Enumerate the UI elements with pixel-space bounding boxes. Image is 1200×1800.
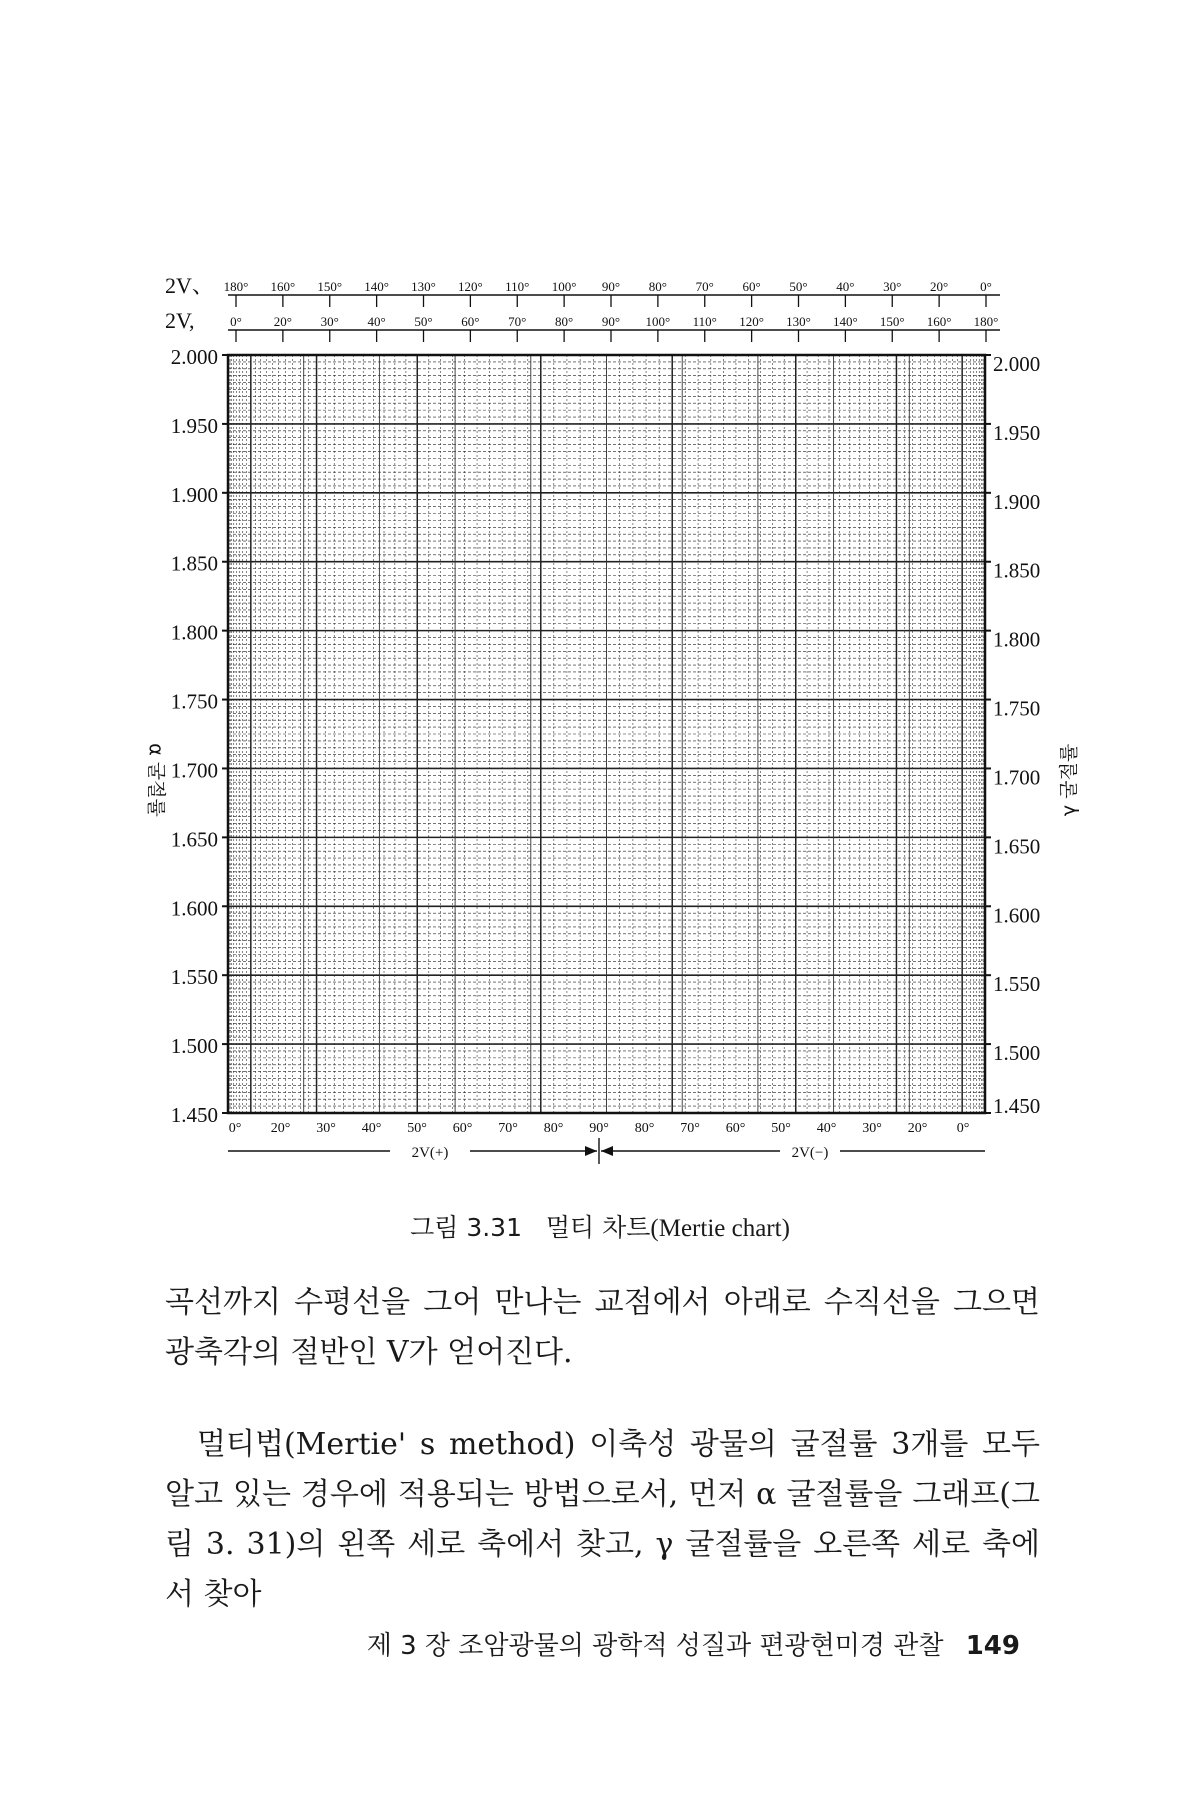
left-axis-tick-label: 1.850: [170, 551, 218, 576]
top-scale-tick-label: 130°: [786, 314, 811, 329]
top-scale-tick-label: 150°: [317, 279, 343, 294]
figure-caption: [0, 1208, 1200, 1244]
top-scale-tick-label: 30°: [883, 279, 902, 294]
caption-english: (Mertie chart): [650, 1215, 790, 1242]
top-scale-tick-label: 0°: [230, 314, 242, 329]
bottom-axis-tick-label: 30°: [862, 1121, 882, 1136]
bottom-axis-tick-label: 20°: [270, 1121, 291, 1136]
left-axis-title: α 굴절률: [145, 743, 167, 817]
bottom-axis-tick-label: 60°: [725, 1121, 746, 1136]
top-scale-tick-label: 180°: [973, 314, 999, 329]
top-scale-tick-label: 150°: [879, 314, 905, 329]
chart-top-scales: [165, 273, 1000, 342]
right-axis-tick-label: 1.800: [993, 627, 1041, 652]
top-scale-tick-label: 30°: [320, 314, 339, 329]
paragraph-2: 멀티법(Mertie' s method) 이축성 광물의 굴절률 3개를 모두 알고 있는 경우에 적용되는 방법으로서, 먼저 α 굴절률을 그래프(그림 3. 31)의 왼쪽 세로 축에서 찾고, γ 굴절률을 오른쪽 세로 축에서 찾아: [165, 1427, 1040, 1612]
top-scale-tick-label: 180°: [223, 279, 249, 294]
left-axis-tick-label: 1.500: [170, 1034, 218, 1059]
bottom-axis-tick-label: 50°: [771, 1121, 791, 1136]
bottom-axis-tick-label: 90°: [589, 1121, 609, 1136]
right-axis-tick-label: 1.500: [993, 1041, 1041, 1066]
left-axis-tick-label: 1.800: [170, 620, 218, 645]
left-axis-tick-label: 1.600: [170, 896, 218, 921]
bottom-axis-tick-label: 30°: [316, 1121, 336, 1136]
top-scale-row-label: 2V、: [165, 273, 214, 298]
top-scale-tick-label: 40°: [836, 279, 855, 294]
top-scale-tick-label: 140°: [833, 314, 858, 329]
top-scale-tick-label: 20°: [930, 279, 949, 294]
top-scale-tick-label: 20°: [273, 314, 292, 329]
top-scale-tick-label: 60°: [742, 279, 761, 294]
top-scale-tick-label: 110°: [505, 279, 530, 294]
right-axis-tick-label: 1.450: [993, 1094, 1041, 1118]
bottom-arrow-head-left: [601, 1146, 613, 1156]
right-axis-tick-label: 1.900: [993, 489, 1041, 514]
right-axis-tick-label: 1.950: [993, 420, 1041, 445]
bottom-axis-tick-label: 80°: [634, 1121, 655, 1136]
top-scale-tick-label: 70°: [695, 279, 714, 294]
chart-left-axis: [145, 345, 228, 1127]
bottom-axis-tick-label: 20°: [907, 1121, 928, 1136]
caption-number: 그림 3.31: [410, 1213, 522, 1242]
right-axis-title: γ 굴절률: [1058, 743, 1080, 817]
top-scale-tick-label: 130°: [411, 279, 436, 294]
top-scale-tick-label: 120°: [739, 314, 764, 329]
top-scale-tick-label: 40°: [367, 314, 386, 329]
top-scale-tick-label: 90°: [601, 314, 621, 329]
bottom-axis-tick-label: 40°: [361, 1121, 382, 1136]
right-axis-tick-label: 1.750: [993, 696, 1041, 721]
bottom-axis-tick-label: 70°: [680, 1121, 700, 1136]
top-scale-tick-label: 110°: [692, 314, 717, 329]
top-scale-row-label: 2V,: [165, 308, 195, 333]
right-axis-tick-label: 1.700: [993, 765, 1041, 790]
top-scale-tick-label: 140°: [364, 279, 389, 294]
page-footer: [0, 1625, 1020, 1662]
chart-right-axis: [985, 352, 1080, 1118]
bottom-axis-tick-label: 0°: [956, 1121, 970, 1136]
top-scale-tick-label: 70°: [508, 314, 527, 329]
top-scale-tick-label: 160°: [270, 279, 296, 294]
left-axis-tick-label: 1.900: [170, 482, 218, 507]
left-axis-tick-label: 1.650: [170, 827, 218, 852]
bottom-label-2v-plus: 2V(+): [411, 1145, 449, 1161]
right-axis-tick-label: 1.650: [993, 834, 1041, 859]
right-axis-tick-label: 1.850: [993, 558, 1041, 583]
bottom-axis-tick-label: 80°: [543, 1121, 564, 1136]
bottom-axis-tick-label: 60°: [452, 1121, 473, 1136]
top-scale-tick-label: 160°: [926, 314, 952, 329]
bottom-axis-tick-label: 50°: [407, 1121, 427, 1136]
top-scale-tick-label: 80°: [648, 279, 667, 294]
left-axis-tick-label: 1.550: [170, 965, 218, 990]
top-scale-tick-label: 100°: [645, 314, 671, 329]
top-scale-tick-label: 50°: [414, 314, 433, 329]
right-axis-tick-label: 2.000: [993, 352, 1041, 376]
bottom-label-2v-minus: 2V(−): [791, 1145, 829, 1161]
chart-bottom-axis: [228, 1121, 985, 1164]
top-scale-tick-label: 0°: [980, 279, 992, 294]
left-axis-tick-label: 1.450: [170, 1103, 218, 1127]
bottom-axis-tick-label: 0°: [228, 1121, 242, 1136]
top-scale-tick-label: 100°: [551, 279, 577, 294]
right-axis-tick-label: 1.600: [993, 903, 1041, 928]
bottom-arrow-head-right: [585, 1146, 597, 1156]
bottom-axis-tick-label: 40°: [816, 1121, 837, 1136]
footer-chapter: 제 3 장 조암광물의 광학적 성질과 편광현미경 관찰: [366, 1631, 944, 1661]
chart-grid: [228, 355, 985, 1113]
top-scale-tick-label: 90°: [601, 279, 621, 294]
caption-title: 멀티 차트: [545, 1213, 651, 1242]
left-axis-tick-label: 1.950: [170, 413, 218, 438]
bottom-axis-tick-label: 70°: [498, 1121, 518, 1136]
page-number: 149: [965, 1631, 1020, 1661]
left-axis-tick-label: 1.750: [170, 689, 218, 714]
top-scale-tick-label: 120°: [458, 279, 483, 294]
left-axis-tick-label: 1.700: [170, 758, 218, 783]
paragraph-1: 곡선까지 수평선을 그어 만나는 교점에서 아래로 수직선을 그으면 광축각의 절반인 V가 얻어진다.: [165, 1285, 1040, 1370]
top-scale-tick-label: 50°: [789, 279, 808, 294]
top-scale-tick-label: 60°: [461, 314, 480, 329]
right-axis-tick-label: 1.550: [993, 972, 1041, 997]
top-scale-tick-label: 80°: [555, 314, 574, 329]
left-axis-tick-label: 2.000: [170, 345, 218, 369]
